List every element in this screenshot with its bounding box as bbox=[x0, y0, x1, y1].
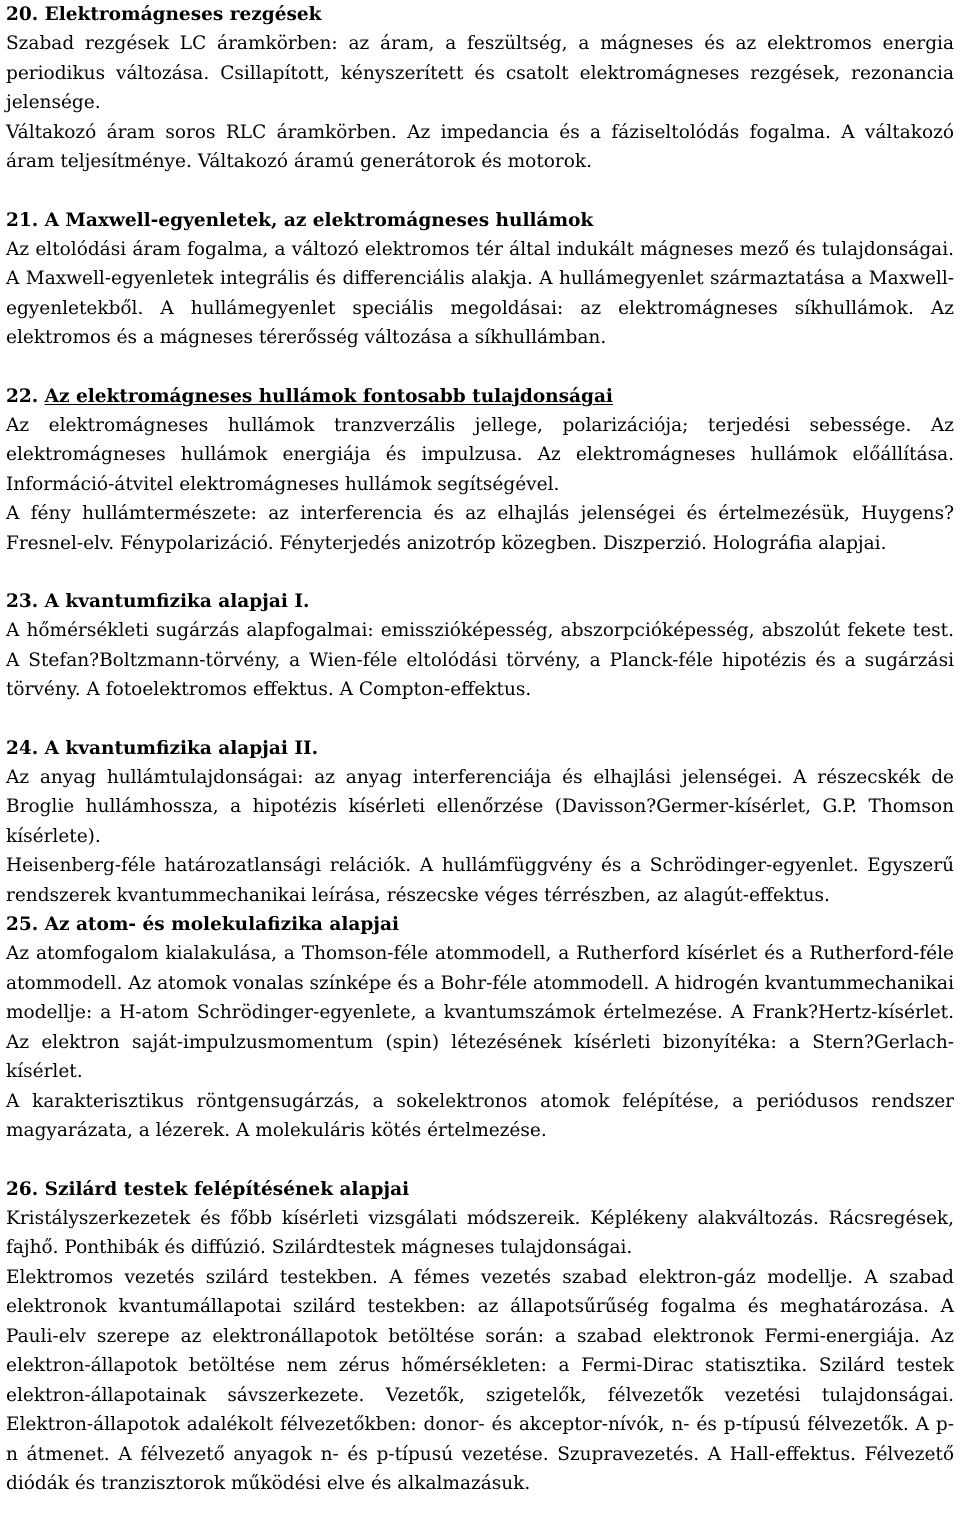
section-paragraph: Az elektromágneses hullámok tranzverzális jellege, polarizációja; terjedési sebessége. Az elektromágneses hullámok energiája és impulzusa. Az elektromágneses hullámok előállítása. Információ-átvitel elektromágneses hullámok segítségével. bbox=[6, 414, 954, 495]
section-number: 24. bbox=[6, 737, 39, 759]
section-26 bbox=[6, 1175, 954, 1499]
section-heading bbox=[6, 587, 954, 616]
section-heading bbox=[6, 206, 954, 235]
section-paragraph: Váltakozó áram soros RLC áramkörben. Az impedancia és a fáziseltolódás fogalma. A váltakozó áram teljesítménye. Váltakozó áramú generátorok és motorok. bbox=[6, 121, 954, 172]
section-title: A Maxwell-egyenletek, az elektromágneses hullámok bbox=[44, 209, 594, 231]
section-title: Elektromágneses rezgések bbox=[44, 4, 322, 25]
section-paragraph: Elektromos vezetés szilárd testekben. A fémes vezetés szabad elektron-gáz modellje. A szabad elektronok kvantumállapotai szilárd testekben: az állapotsűrűség fogalma és meghatározása. A Pauli-elv szerepe az elektronállapotok betöltése során: a szabad elektronok Fermi-energiája. Az elektron-állapotok betöltése nem zérus hőmérsékleten: a Fermi-Dirac statisztika. Szilárd testek elektron-állapotainak sávszerkezete. Vezetők, szigetelők, félvezetők vezetési tulajdonságai. Elektron-állapotok adalékolt félvezetőkben: donor- és akceptor-nívók, n- és p-típusú félvezetők. A p-n átmenet. A félvezető anyagok n- és p-típusú vezetése. Szupravezetés. A Hall-effektus. Félvezető diódák és tranzisztorok működési elve és alkalmazásuk. bbox=[6, 1266, 954, 1494]
section-paragraph: Kristályszerkezetek és főbb kísérleti vizsgálati módszereik. Képlékeny alakváltozás. Rácsregések, fajhő. Ponthibák és diffúzió. Szilárdtestek mágneses tulajdonságai. bbox=[6, 1207, 954, 1258]
section-paragraph: Szabad rezgések LC áramkörben: az áram, a feszültség, a mágneses és az elektromos energia periodikus változása. Csillapított, kényszerített és csatolt elektromágneses rezgések, rezonancia jelensége. bbox=[6, 33, 954, 113]
section-paragraph: A karakterisztikus röntgensugárzás, a sokelektronos atomok felépítése, a periódusos rendszer magyarázata, a lézerek. A molekuláris kötés értelmezése. bbox=[6, 1090, 954, 1141]
section-title: Az atom- és molekulafizika alapjai bbox=[44, 914, 400, 935]
section-heading bbox=[6, 1175, 954, 1204]
section-paragraph: Az eltolódási áram fogalma, a változó elektromos tér által indukált mágneses mező és tulajdonságai. A Maxwell-egyenletek integrális és differenciális alakja. A hullámegyenlet származtatása a Maxwell-egyenletekből. A hullámegyenlet speciális megoldásai: az elektromágneses síkhullámok. Az elektromos és a mágneses térerősség változása a síkhullámban. bbox=[6, 238, 954, 348]
section-title: Szilárd testek felépítésének alapjai bbox=[44, 1178, 410, 1200]
section-title: A kvantumfizika alapjai I. bbox=[44, 591, 310, 612]
section-heading bbox=[6, 734, 954, 763]
section-21 bbox=[6, 206, 954, 353]
section-paragraph: A hőmérsékleti sugárzás alapfogalmai: emisszióképesség, abszorpcióképesség, abszolút fekete test. A Stefan?Boltzmann-törvény, a Wien-féle eltolódási törvény, a Planck-féle hipotézis és a sugárzási törvény. A fotoelektromos effektus. A Compton-effektus. bbox=[6, 620, 954, 700]
section-paragraph: A fény hullámtermészete: az interferencia és az elhajlás jelenségei és értelmezésük, Huygens?Fresnel-elv. Fénypolarizáció. Fényterjedés anizotróp közegben. Diszperzió. Holográfia alapjai. bbox=[6, 503, 954, 554]
section-paragraph: Heisenberg-féle határozatlansági relációk. A hullámfüggvény és a Schrödinger-egyenlet. Egyszerű rendszerek kvantummechanikai leírása, részecske véges térrészben, az alagút-effektus. bbox=[6, 855, 954, 906]
section-number: 23. bbox=[6, 591, 39, 612]
section-title: A kvantumfizika alapjai II. bbox=[44, 737, 319, 759]
section-25 bbox=[6, 910, 954, 1146]
section-title: Az elektromágneses hullámok fontosabb tulajdonságai bbox=[44, 385, 613, 407]
section-paragraph: Az atomfogalom kialakulása, a Thomson-féle atommodell, a Rutherford kísérlet és a Rutherford-féle atommodell. Az atomok vonalas színképe és a Bohr-féle atommodell. A hidrogén kvantummechanikai modellje: a H-atom Schrödinger-egyenlete, a kvantumszámok értelmezése. A Frank?Hertz-kísérlet. Az elektron saját-impulzusmomentum (spin) létezésének kísérleti bizonyítéka: a Stern?Gerlach-kísérlet. bbox=[6, 943, 954, 1082]
section-number: 26. bbox=[6, 1178, 39, 1200]
section-number: 21. bbox=[6, 209, 39, 231]
section-23 bbox=[6, 587, 954, 705]
section-heading bbox=[6, 0, 954, 29]
section-heading bbox=[6, 382, 954, 411]
section-number: 22. bbox=[6, 385, 39, 407]
section-paragraph: Az anyag hullámtulajdonságai: az anyag interferenciája és elhajlási jelenségei. A részecskék de Broglie hullámhossza, a hipotézis kísérleti ellenőrzése (Davisson?Germer-kísérlet, G.P. Thomson kísérlete). bbox=[6, 766, 954, 847]
section-number: 25. bbox=[6, 914, 39, 935]
section-20 bbox=[6, 0, 954, 177]
section-22 bbox=[6, 382, 954, 559]
section-number: 20. bbox=[6, 4, 39, 25]
section-24 bbox=[6, 734, 954, 911]
section-heading bbox=[6, 910, 954, 939]
